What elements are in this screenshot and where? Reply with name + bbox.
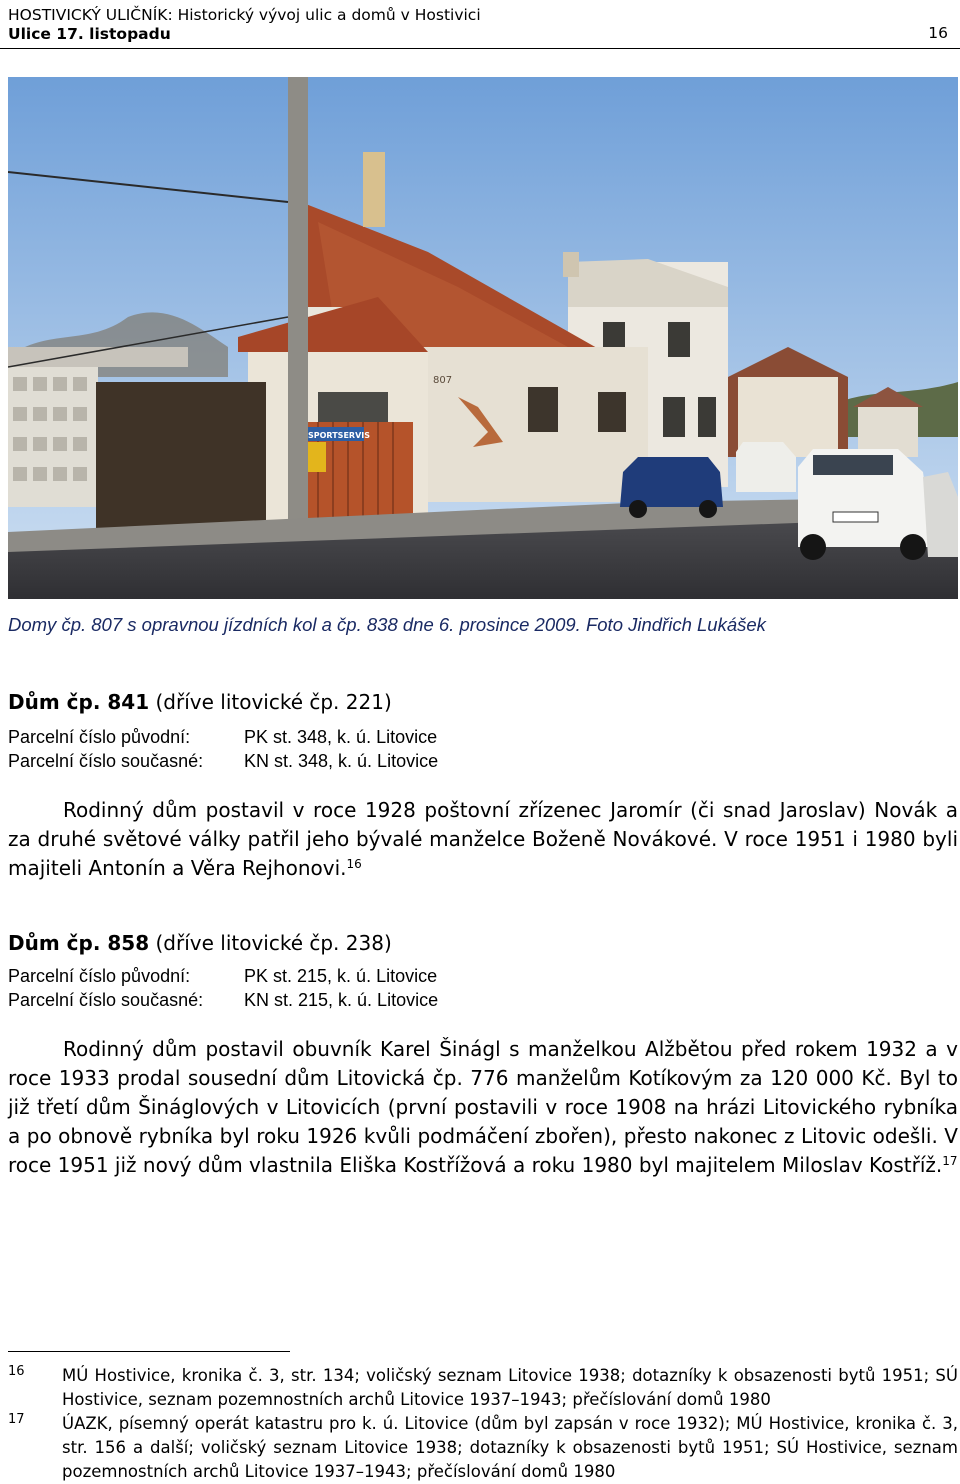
house-858-description — [8, 1035, 958, 1180]
house-841-parcel-original-value: PK st. 348, k. ú. Litovice — [244, 727, 438, 747]
footnote-16-text: MÚ Hostivice, kronika č. 3, str. 134; voličský seznam Litovice 1938; dotazníky k obsazenosti bytů 1951; SÚ Hostivice, seznam pozemnostních archů Litovice 1937–1943; přečíslování domů 1980 — [62, 1366, 958, 1409]
sport-sign-text: SPORTSERVIS — [308, 431, 370, 440]
footnote-divider — [8, 1351, 290, 1352]
utility-pole — [288, 77, 308, 542]
house-858-text: Rodinný dům postavil obuvník Karel Šinágl s manželkou Alžbětou před rokem 1932 a v roce 1933 prodal sousední dům Litovická čp. 776 manželům Kotíkovým za 120 000 Kč. Byl to již třetí dům Šináglových v Litovicích (první postavili v roce 1908 na hrázi Litovického rybníka a po obnově rybníka byl roku 1926 kvůli podmáčení zbořen), přesto nakonec z Litovic odešli. V roce 1951 již nový dům vlastnila Eliška Kostřížová a roku 1980 byl majitelem Miloslav Kostříž. — [8, 1037, 958, 1177]
document-header-title: HOSTIVICKÝ ULIČNÍK: Historický vývoj ulic a domů v Hostivici — [8, 6, 481, 24]
header-divider — [0, 48, 960, 49]
house-841-heading — [8, 690, 392, 714]
window — [698, 397, 716, 437]
house-858-heading — [8, 931, 392, 955]
house-841-parcel-current-label: Parcelní číslo současné: — [8, 751, 204, 771]
street-photo — [8, 77, 958, 599]
house-858-parcel-original-value: PK st. 215, k. ú. Litovice — [244, 966, 438, 986]
garage-roof — [8, 347, 188, 367]
footnote-ref-17[interactable]: 17 — [942, 1154, 958, 1168]
house-841-heading-rest: (dříve litovické čp. 221) — [149, 690, 392, 714]
house-number-sign: 807 — [433, 375, 453, 386]
car-windshield — [813, 455, 893, 475]
house-841-parcel-current-value: KN st. 348, k. ú. Litovice — [244, 751, 439, 771]
section-street-name: Ulice 17. listopadu — [8, 25, 171, 43]
parked-car-edge — [923, 472, 958, 557]
house-841-heading-bold: Dům čp. 841 — [8, 690, 150, 714]
photo-caption: Domy čp. 807 s opravnou jízdních kol a čp. 838 dne 6. prosince 2009. Foto Jindřich Lukášek — [8, 614, 766, 635]
window — [598, 392, 626, 432]
license-plate — [833, 512, 878, 522]
window — [528, 387, 558, 432]
footnote-ref-16[interactable]: 16 — [346, 857, 362, 871]
window — [668, 322, 690, 357]
house-858-heading-rest: (dříve litovické čp. 238) — [149, 931, 392, 955]
house-841-parcel-original-label: Parcelní číslo původní: — [8, 727, 191, 747]
white-van — [736, 442, 796, 492]
house-841-text: Rodinný dům postavil v roce 1928 poštovní zřízenec Jaromír (či snad Jaroslav) Novák a za druhé světové války patřil jeho bývalé manželce Boženě Novákové. V roce 1951 i 1980 byli majiteli Antonín a Věra Rejhonovi. — [8, 798, 958, 880]
house-858-parcel-current-label: Parcelní číslo současné: — [8, 990, 204, 1010]
page-number: 16 — [928, 24, 948, 42]
footnote-17-text: ÚAZK, písemný operát katastru pro k. ú. Litovice (dům byl zapsán v roce 1932); MÚ Hostivice, kronika č. 3, str. 156 a další; voličský seznam Litovice 1938; dotazníky k obsazenosti bytů 1951; SÚ Hostivice, seznam pozemnostních archů Litovice 1937–1943; přečíslování domů 1980 — [62, 1414, 958, 1481]
house-841-description — [8, 796, 958, 883]
blue-car — [620, 457, 723, 507]
footnote-17-number: 17 — [8, 1412, 25, 1427]
house-858-parcel-original-label: Parcelní číslo původní: — [8, 966, 191, 986]
footnote-16-number: 16 — [8, 1364, 25, 1379]
chimney — [363, 152, 385, 227]
window — [663, 397, 685, 437]
house-858-parcel-current-value: KN st. 215, k. ú. Litovice — [244, 990, 439, 1010]
chimney-2 — [563, 252, 579, 277]
house-858-heading-bold: Dům čp. 858 — [8, 931, 150, 955]
